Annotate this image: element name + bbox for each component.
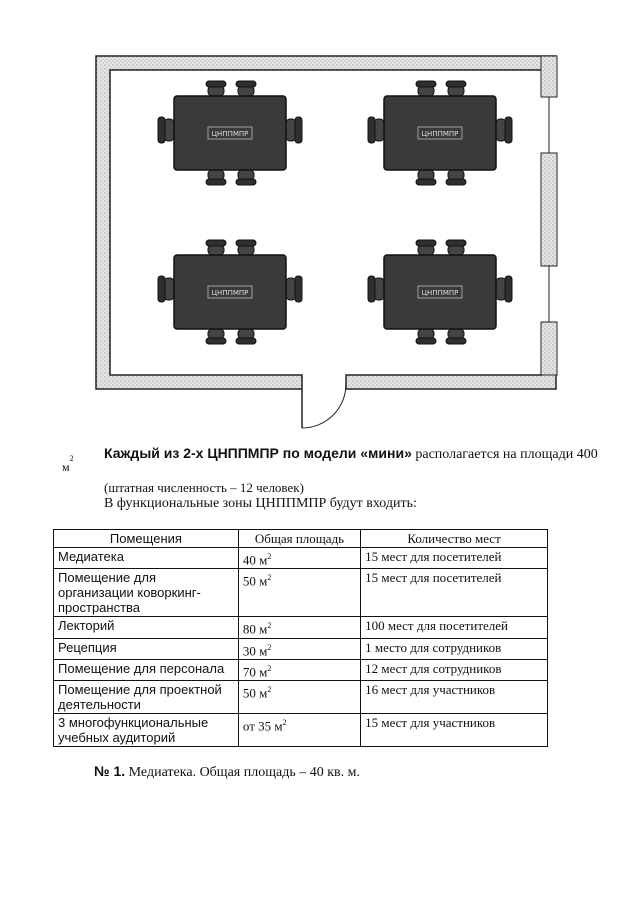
desk-group-1 xyxy=(158,81,302,185)
door xyxy=(302,384,346,428)
staff-note: (штатная численность – 12 человек) xyxy=(104,480,304,495)
table-row xyxy=(54,681,548,714)
table-row xyxy=(54,548,548,569)
room-name: 3 многофункциональные учебных аудиторий xyxy=(54,714,239,747)
desk-label: ЦНППМПР xyxy=(421,289,459,297)
desk-label: ЦНППМПР xyxy=(211,289,249,297)
room-area: 70 $м^2$ xyxy=(238,659,360,680)
intro-heading-rest: располагается на площади 400 xyxy=(411,447,598,462)
desk-group-2 xyxy=(368,81,512,185)
room-name: Помещение для персонала xyxy=(54,659,239,680)
area-unit-power: 2 xyxy=(69,454,74,463)
section-mediateka xyxy=(94,763,360,781)
table-row xyxy=(54,714,548,747)
floor-plan xyxy=(0,0,640,440)
area-unit xyxy=(62,454,74,475)
header-area: Общая площадь xyxy=(238,530,360,548)
room-name: Помещение для проектной деятельности xyxy=(54,681,239,714)
zones-table xyxy=(53,529,548,747)
room-name: Рецепция xyxy=(54,638,239,659)
room-seats: 12 мест для сотрудников xyxy=(361,659,548,680)
room-area: 50 $м^2$ xyxy=(238,681,360,714)
table-row xyxy=(54,617,548,638)
section-number: № 1. xyxy=(94,763,126,779)
room-seats: 1 место для сотрудников xyxy=(361,638,548,659)
table-row xyxy=(54,659,548,680)
table-header-row xyxy=(54,530,548,548)
room-seats: 16 мест для участников xyxy=(361,681,548,714)
desk-label: ЦНППМПР xyxy=(211,130,249,138)
room-name: Лекторий xyxy=(54,617,239,638)
section-text: Медиатека. Общая площадь – 40 кв. м. xyxy=(125,765,360,780)
intro-heading-bold: Каждый из 2-х ЦНППМПР по модели «мини» xyxy=(104,445,412,461)
room-name: Помещение для организации коворкинг-пространства xyxy=(54,569,239,617)
desk-label: ЦНППМПР xyxy=(421,130,459,138)
room-area: 40 $м^2$ xyxy=(238,548,360,569)
room-area: 50 $м^2$ xyxy=(238,569,360,617)
room-area: 30 $м^2$ xyxy=(238,638,360,659)
room-seats: 15 мест для участников xyxy=(361,714,548,747)
area-unit-symbol: м xyxy=(62,460,70,474)
header-seats: Количество мест xyxy=(361,530,548,548)
room-seats: 15 мест для посетителей xyxy=(361,548,548,569)
intro-heading xyxy=(104,445,598,463)
room-seats: 15 мест для посетителей xyxy=(361,569,548,617)
zones-intro: В функциональные зоны ЦНППМПР будут входить: xyxy=(104,496,417,511)
table-row xyxy=(54,569,548,617)
header-rooms: Помещения xyxy=(54,530,239,548)
table-row xyxy=(54,638,548,659)
room-name: Медиатека xyxy=(54,548,239,569)
desk-group-4 xyxy=(368,240,512,344)
room-area: от 35 $м^2$ xyxy=(238,714,360,747)
room-area: 80 $м^2$ xyxy=(238,617,360,638)
desk-group-3 xyxy=(158,240,302,344)
room-seats: 100 мест для посетителей xyxy=(361,617,548,638)
